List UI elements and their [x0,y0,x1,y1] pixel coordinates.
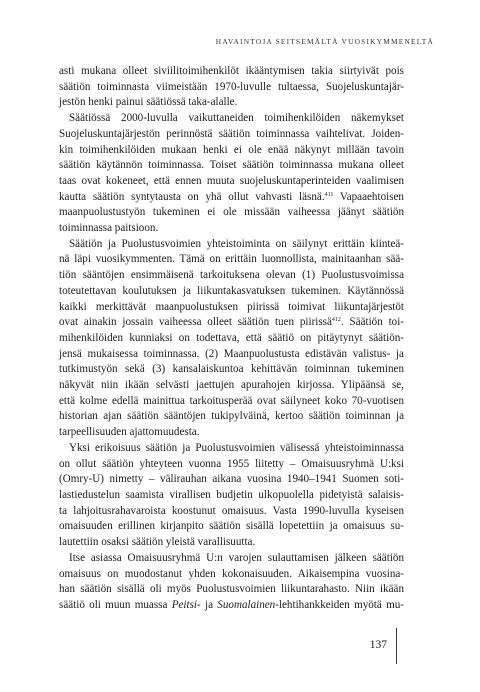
text-segment: -lehtihankkeiden myötä mu- [275,598,404,611]
text-line: tarpeellisuuden ajattomuudesta. [59,426,200,439]
text-line: omaisuus on muodostanut yhden kokonaisuuden. Aikaisempina vuosina- [59,567,404,580]
page-number: 137 [369,639,387,651]
text-segment: Vapaaehtoisen [333,190,404,203]
text-line: toteutettavan koulutuksen ja liikuntakasvatuksen tukeminen. Käytännössä [59,284,404,297]
paragraph-start-line: Itse asiassa Omaisuusryhmä U:n varojen sulauttamisen jälkeen säätiön [69,551,404,564]
text-line-with-footnote [59,315,404,331]
text-line: lastiedustelun saamista virallisen budjetin ulkopuolella pidetyistä salaisis- [59,488,404,501]
text-line: kaikki merkittävät maanpuolustuksen piirissä toimivat liikuntajärjestöt [59,300,404,313]
text-segment: ovat ainakin jossain vaiheessa olleet säätiön tuen piirissä [59,316,332,329]
text-line: taas ovat kokeneet, että ennen muuta suojeluskuntaperinteiden vaalimisen [59,174,404,187]
text-line: toiminnassa paitsioon. [59,222,159,235]
text-line: historian ajan säätiön sääntöjen tukipylväinä, kertoo säätiön toiminnan ja [59,410,404,423]
paragraph-start-line: Säätiön ja Puolustusvoimien yhteistoiminta on säilynyt erittäin kiinteä- [69,237,404,250]
paragraph-start-line: Yksi erikoisuus säätiön ja Puolustusvoimien välisessä yhteistoiminnassa [69,441,404,454]
page-number-rule [396,628,397,664]
text-line: (Omry-U) nimetty – välirauhan aikana vuosina 1940–1941 Suomen soti- [59,473,404,486]
italic-title: Peitsi- [171,598,201,611]
text-line-with-footnote [59,190,404,206]
text-line: lautettiin osaksi säätiön yleistä varallisuutta. [59,536,256,549]
text-segment: kautta säätiön syntytausta on yhä ollut vahvasti läsnä. [59,190,325,203]
italic-title: Suomalainen [217,598,276,611]
paragraph-start-line: Säätiössä 2000-luvulla vaikuttaneiden toimihenkilöiden näkemykset [69,112,404,125]
text-line: asti mukana olleet siviilitoimihenkilöt ikääntymisen takia siirtyivät pois [59,65,404,77]
text-line: säätiön käytännön toiminnassa. Toiset säätiön toiminnassa mukana olleet [59,159,404,172]
text-line: nä läpi vuosikymmenten. Tämä on erittäin luonnollista, mainitaanhan sää- [59,253,404,266]
text-line: jestön henki painui säätiössä taka-alalle. [59,96,238,109]
text-line: että kolme edellä mainittua tarkoitusperää ovat säilyneet koko 70-vuotisen [59,394,404,407]
text-line: on ollut säätiön yhteyteen vuonna 1955 liitetty – Omaisuusryhmä U:ksi [59,457,404,470]
text-line: maanpuolustustyön tukeminen ei ole missään vaiheessa jäänyt säätiön [59,206,404,219]
text-segment: . Säätiön toi- [340,316,404,329]
text-line: mihenkilöiden kunniaksi on todettava, että säätiö on pitäytynyt säätiön- [59,331,404,344]
footnote-ref: 412 [331,317,341,324]
text-line: säätiön toiminnasta viimeistään 1970-luvulle tultaessa, Suojeluskuntajär- [59,80,404,93]
text-segment: ja [200,598,218,611]
text-line: omaisuuden erillinen kirjanpito säätiön sisällä lopetettiin ja omaisuus su- [59,520,404,533]
text-line-with-italics [59,598,404,614]
text-segment: säätiö oli muun muassa [59,598,172,611]
text-line: Suojeluskuntajärjestön perinnöstä säätiön toiminnassa vaihtelivat. Joiden- [59,127,404,140]
text-line: tiön sääntöjen ensimmäisenä tarkoituksena olevan (1) Puolustusvoimissa [59,269,404,282]
footnote-ref: 411 [324,191,334,198]
text-line: näkyvät niin ikään selvästi jaettujen apurahojen kirjossa. Ylipäänsä se, [59,379,404,392]
text-line: ta lahjoitusrahavaroista koostunut omaisuus. Vasta 1990-luvulla kyseisen [59,504,404,517]
text-line: jensä mukaisessa toiminnassa. (2) Maanpuolustusta edistävän valistus- ja [59,347,404,360]
body-text [59,64,404,614]
text-line: tutkimustyön sekä (3) kansalaiskuntoa kehittävän toiminnan tukeminen [59,363,404,376]
text-line: han säätiön sisällä oli myös Puolustusvoimien liikuntarahasto. Niin ikään [59,583,404,596]
running-header: HAVAINTOJA SEITSEMÄLTÄ VUOSIKYMMENELTÄ [215,37,434,46]
text-line: kin toimihenkilöiden mukaan henki ei ole enää näkynyt millään tavoin [59,143,404,156]
